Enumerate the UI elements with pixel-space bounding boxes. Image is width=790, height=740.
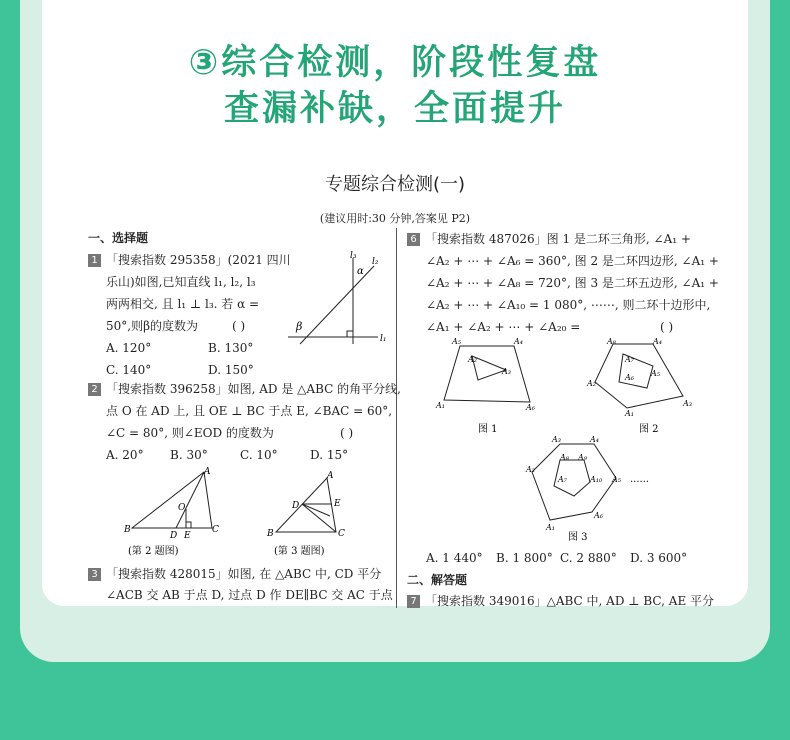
fig3-label-a6: A₆ (594, 511, 603, 520)
line-l2 (300, 266, 374, 344)
fig2-caption: (第 2 题图) (128, 546, 179, 557)
q1-tag: 「搜索指数 295358」(2021 四川 (106, 253, 291, 267)
fig1-label-a2: A₂ (468, 355, 477, 364)
label-c: C (212, 525, 219, 535)
q6-line-3: ∠A₂ + ⋯ + ∠A₈ = 720°, 图 3 是二环五边形, ∠A₁ + (426, 276, 719, 290)
hero-heading (0, 40, 790, 132)
fig3-label-a1: A₁ (546, 523, 555, 532)
q7-number: 7 (407, 595, 420, 608)
fig3-label-a4: A₄ (590, 435, 599, 444)
segment-ad (176, 472, 204, 528)
q7-text-1: 「搜索指数 349016」△ABC 中, AD ⊥ BC, AE 平分 (425, 594, 715, 608)
outer-ring (532, 444, 616, 520)
label-b: B (267, 529, 274, 539)
label-beta: β (296, 320, 303, 333)
figure-3 (520, 432, 680, 544)
q6-option-d: D. 3 600° (630, 551, 688, 565)
label-b: B (124, 525, 131, 535)
fig1-label-a1: A₁ (436, 401, 445, 410)
fig3-label-a5: A₅ (612, 475, 621, 484)
label-a: A (327, 471, 334, 481)
q2-line-1 (88, 378, 401, 400)
fig2-label-a8: A₈ (607, 337, 616, 346)
fig3-label-a9: A₉ (578, 453, 587, 462)
fig3-label-a10: A₁₀ (590, 475, 603, 484)
fig3-label-a7: A₇ (558, 475, 567, 484)
q3-line-2: ∠ACB 交 AB 于点 D, 过点 D 作 DE∥BC 交 AC 于点 (106, 588, 393, 602)
q3-text-1: 「搜索指数 428015」如图, 在 △ABC 中, CD 平分 (106, 567, 382, 581)
q3-figure (262, 466, 372, 558)
q6-option-b: B. 1 800° (496, 551, 553, 565)
q6-line-4: ∠A₂ + ⋯ + ∠A₁₀ = 1 080°, ⋯⋯, 则二环十边形中, (426, 298, 711, 312)
fig3-label-a3: A₃ (552, 435, 561, 444)
hero-line-1: ③综合检测，阶段性复盘 (188, 43, 602, 83)
fig2-label-a7: A₇ (625, 355, 634, 364)
fig3-ellipsis: ...... (630, 474, 650, 485)
figure-1 (432, 336, 542, 436)
fig3-label-a8: A₈ (560, 453, 569, 462)
q1-option-b: B. 130° (208, 341, 254, 355)
label-l2: l₂ (372, 257, 379, 267)
right-angle-mark (186, 522, 191, 528)
q6-option-c: C. 2 880° (560, 551, 617, 565)
label-c: C (338, 529, 345, 539)
q6-line-2: ∠A₂ + ⋯ + ∠A₆ = 360°, 图 2 是二环四边形, ∠A₁ + (426, 254, 719, 268)
q2-line-3: ∠C = 80°, 则∠EOD 的度数为 (106, 426, 274, 440)
outer-ring (444, 346, 530, 402)
section-choice: 一、选择题 (88, 231, 149, 245)
q6-text-1: 「搜索指数 487026」图 1 是二环三角形, ∠A₁ + (425, 232, 691, 246)
section-answer: 二、解答题 (407, 573, 468, 587)
hero-line-2: 查漏补缺，全面提升 (223, 89, 566, 129)
q6-number: 6 (407, 233, 420, 246)
q3-line-1 (88, 563, 381, 585)
q2-line-2: 点 O 在 AD 上, 且 OE ⊥ BC 于点 E, ∠BAC = 60°, (106, 404, 393, 418)
q2-option-d: D. 15° (310, 448, 349, 462)
q1-line-3: 两两相交, 且 l₁ ⊥ l₃. 若 α = (106, 297, 260, 311)
label-e: E (184, 531, 191, 541)
label-l1: l₁ (380, 334, 387, 344)
fig3-caption: (第 3 题图) (274, 546, 325, 557)
fig2-label-a6: A₆ (625, 373, 634, 382)
q2-number: 2 (88, 383, 101, 396)
fig2-label-a5: A₅ (651, 369, 660, 378)
fig3-label-a2: A₂ (526, 465, 535, 474)
column-divider (396, 228, 397, 608)
label-e: E (334, 499, 341, 509)
q6-line-1 (407, 228, 691, 250)
fig2-label-a2: A₂ (587, 379, 596, 388)
q2-option-a: A. 20° (106, 448, 144, 462)
q2-figure (120, 466, 230, 558)
figure-2 (585, 336, 695, 436)
segment-dc (302, 504, 336, 532)
q1-line-4: 50°,则β的度数为 (106, 319, 199, 333)
inner-triangle (472, 356, 506, 380)
fig3-caption: 图 3 (568, 532, 588, 543)
q2-text-1: 「搜索指数 396258」如图, AD 是 △ABC 的角平分线, (106, 382, 401, 396)
fig2-label-a4: A₄ (653, 337, 662, 346)
q1-option-a: A. 120° (106, 341, 152, 355)
q6-answer-paren: ( ) (660, 320, 674, 334)
label-d: D (292, 501, 300, 511)
q1-number: 1 (88, 254, 101, 267)
doc-subtitle: (建议用时:30 分钟,答案见 P2) (319, 212, 471, 225)
q1-line-2: 乐山)如图,已知直线 l₁, l₂, l₃ (106, 275, 256, 289)
q2-option-b: B. 30° (170, 448, 208, 462)
q7-line-1 (407, 590, 714, 612)
q3-number: 3 (88, 568, 101, 581)
q2-answer-paren: ( ) (340, 426, 354, 440)
q1-option-c: C. 140° (106, 363, 152, 377)
fig2-label-a1: A₁ (625, 409, 634, 418)
outer-ring (595, 344, 683, 408)
fig1-label-a6: A₆ (526, 403, 535, 412)
q6-line-5: ∠A₁ + ∠A₂ + ⋯ + ∠A₂₀ = (426, 320, 581, 334)
fig2-caption: 图 2 (639, 424, 659, 435)
q1-answer-paren: ( ) (232, 319, 246, 333)
doc-title: 专题综合检测(一) (324, 174, 466, 195)
q1-figure (280, 250, 390, 350)
right-angle-mark (347, 331, 353, 337)
triangle-abc (276, 478, 336, 532)
label-alpha: α (357, 266, 364, 277)
fig2-label-a3: A₃ (683, 399, 692, 408)
q2-option-c: C. 10° (240, 448, 278, 462)
fig1-label-a5: A₅ (452, 337, 461, 346)
label-o: O (178, 503, 186, 513)
fig1-label-a3: A₃ (502, 367, 511, 376)
label-a: A (204, 467, 211, 477)
q6-option-a: A. 1 440° (426, 551, 483, 565)
q1-option-d: D. 150° (208, 363, 254, 377)
fig1-caption: 图 1 (478, 424, 498, 435)
fig1-label-a4: A₄ (514, 337, 523, 346)
segment-extra (302, 504, 330, 516)
q1-line-1 (88, 249, 291, 271)
label-d: D (170, 531, 178, 541)
label-l3: l₃ (350, 251, 357, 261)
